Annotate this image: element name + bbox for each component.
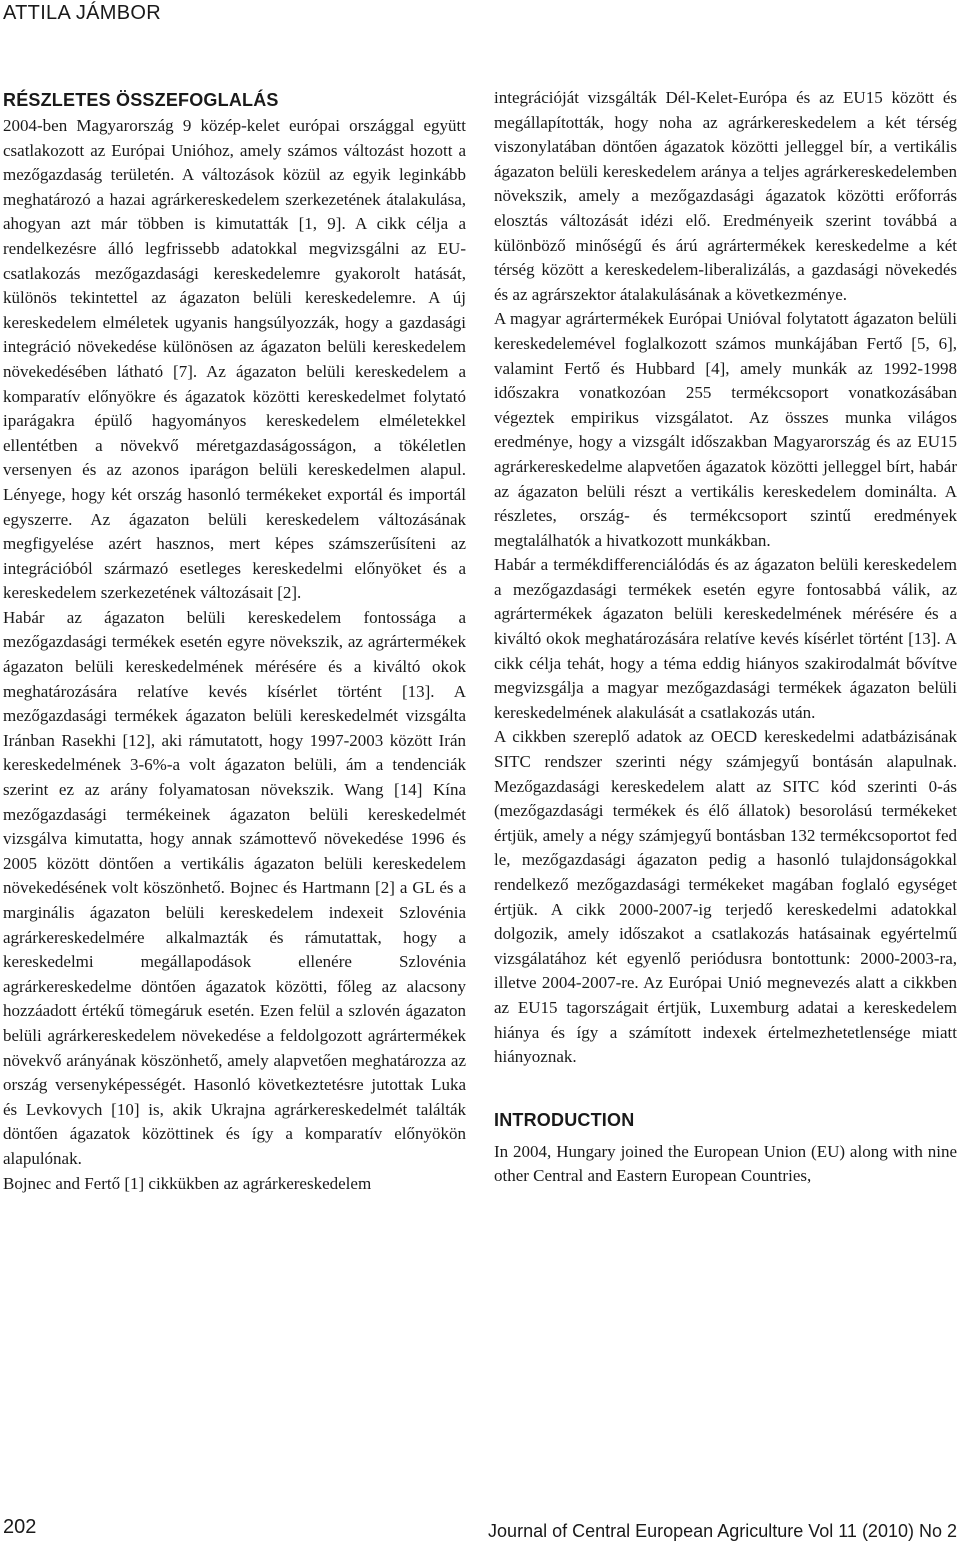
- running-header-author: ATTILA JÁMBOR: [3, 2, 162, 24]
- page-number: 202: [3, 1516, 37, 1538]
- section-heading-summary: RÉSZLETES ÖSSZEFOGLALÁS: [3, 90, 279, 110]
- paragraph: A cikkben szereplő adatok az OECD kereskedelmi adatbázisának SITC rendszer szerinti négy számjegyű bontásán alapulnak. Mezőgazdasági kereskedelem alatt az SITC kód szerinti 0-ás (mezőgazdasági termékek és élő állatok) besorolású termékeket értjük, amely a négy számjegyű bontásban 132 termékcsoportot fed le, mezőgazdasági ágazaton pedig a hasonló tulajdonságokkal rendelkező mezőgazdasági termékeket magában foglaló egységet értjük. A cikk 2000-2007-ig terjedő kereskedelmi adatokkal dolgozik, amely időszakot a csatlakozás hatásainak egyértelmű vizsgálatához két egyenlő periódusra bontottunk: 2000-2003-ra, illetve 2004-2007-re. Az Európai Unió megnevezés alatt a cikkben az EU15 tagországait értjük, Luxemburg adatai a kereskedelem hiánya és így a számított indexek értelmezhetetlensége miatt hiányoznak.: [494, 727, 957, 1067]
- section-heading-introduction: INTRODUCTION: [494, 1109, 635, 1130]
- journal-footer: Journal of Central European Agriculture Vol 11 (2010) No 2: [488, 1521, 957, 1541]
- left-column: [3, 86, 466, 1196]
- paragraph: Bojnec and Fertő [1] cikkükben az agrárkereskedelem: [3, 1173, 372, 1193]
- paragraph: integrációját vizsgálták Dél-Kelet-Európa és az EU15 között és megállapították, hogy noha az agrárkereskedelem a két térség viszonylatában döntően ágazatok közötti jelleggel bír, a vertikális ágazaton belüli kereskedelem aránya a teljes agrárkereskedelemben növekszik, amely a mezőgazdasági ágazatok közötti erőforrás elosztás változását idézi elő. Eredményeik szerint továbbá a különböző minőségű és árú agrártermékek kereskedelme a két térség között a kereskedelem-liberalizálás, a gazdasági növekedés és az agrárszektor átalakulásának a következménye.: [494, 88, 957, 304]
- paragraph: Habár az ágazaton belüli kereskedelem fontossága a mezőgazdasági termékek esetén egyre növekszik, az agrártermékek ágazaton belüli kereskedelmének mérésére és a kiváltó okok meghatározására relatíve kevés kísérlet történt [13]. A mezőgazdasági termékek ágazaton belüli kereskedelmét vizsgálta Iránban Rasekhi [12], aki rámutatott, hogy 1997-2003 között Irán kereskedelmének 3-6%-a volt ágazaton belüli, ám a tendenciák szerint ez az arány folyamatosan növekszik. Wang [14] Kína mezőgazdasági termékeinek ágazaton belüli kereskedelmét vizsgálva kimutatta, hogy annak számottevő növekedése 1996 és 2005 között döntően a vertikális ágazaton belüli kereskedelem növekedésének volt köszönhető. Bojnec és Hartmann [2] a GL és a marginális ágazaton belüli kereskedelem indexeit Szlovénia agrárkereskedelmére alkalmazták és rámutattak, hogy a kereskedelmi megállapodások ellenére Szlovénia agrárkereskedelme döntően ágazatok közötti, főleg az alacsony hozzáadott értékű tömegáruk esetén. Ezen felül a szlovén ágazaton belüli agrárkereskedelem növekedése a feldolgozott agrártermékek növekvő arányának köszönhető, amely alapvetően meghatározza az ország versenyképességét. Hasonló következtetésre jutottak Luka és Levkovych [10] is, akik Ukrajna agrárkereskedelmét találták döntően ágazatok közöttinek és így a komparatív előnyökön alapulónak.: [3, 607, 466, 1168]
- paragraph: A magyar agrártermékek Európai Unióval folytatott ágazaton belüli kereskedelemével foglalkozott számos munkájában Fertő [5, 6], valamint Fertő és Hubbard [4], amely munkák az 1992-1998 időszakra vonatkozóan 255 termékcsoport vonatkozásában végeztek empirikus vizsgálatot. Az összes munka világos eredménye, hogy a vizsgált időszakban Magyarország és az EU15 agrárkereskedelme alapvetően ágazatok közötti jelleggel bírt, habár az ágazaton belüli részt a vertikális kereskedelem dominálta. A részletes, ország- és termékcsoport szintű eredmények megtalálhatók a hivatkozott munkákban.: [494, 309, 957, 550]
- paragraph: In 2004, Hungary joined the European Union (EU) along with nine other Central and Eastern European Countries,: [494, 1141, 957, 1186]
- paragraph: Habár a termékdifferenciálódás és az ágazaton belüli kereskedelem a mezőgazdasági termékek esetén egyre fontosabbá válik, az agrártermékek ágazaton belüli kereskedelmének mérésére és a kiváltó okok meghatározására relatíve kevés kísérlet történt [13]. A cikk célja tehát, hogy a téma eddig hiányos szakirodalmát bővítve megvizsgálja a magyar mezőgazdasági termékek ágazaton belüli kereskedelmének alakulását a csatlakozás után.: [494, 555, 957, 722]
- paragraph: 2004-ben Magyarország 9 közép-kelet európai országgal együtt csatlakozott az Európai Unióhoz, amely számos változást hozott a mezőgazdaság területén. A változások közül az egyik leginkább meghatározó a hazai agrárkereskedelem szerkezetének átalakulása, ahogyan azt már többen is kimutatták [1, 9]. A cikk célja a rendelkezésre álló legfrissebb adatokkal megvizsgálni az EU-csatlakozás mezőgazdasági kereskedelemre gyakorolt hatását, különös tekintettel az ágazaton belüli kereskedelemre. A új kereskedelem elméletek ugyanis hangsúlyozzák, hogy a gazdasági integráció növekedése különösen az ágazaton belüli kereskedelem növekedésében látható [7]. Az ágazaton belüli kereskedelem a komparatív előnyökre és ágazatok közötti kereskedelmet folytató iparágakra épülő hagyományos kereskedelem elméletekkel ellentétben a növekvő méretgazdaságosságon, a tökéletlen versenyen és az azonos iparágon belüli kereskedelmen alapul. Lényege, hogy két ország hasonló termékeket exportál és importál egyszerre. Az ágazaton belüli kereskedelem változásának megfigyelése azért hasznos, mert képes számszerűsíteni az integrációból származó esetleges kereskedelmi előnyöket és a kereskedelem szerkezetének változásait [2].: [3, 116, 466, 603]
- right-column: [494, 86, 957, 1189]
